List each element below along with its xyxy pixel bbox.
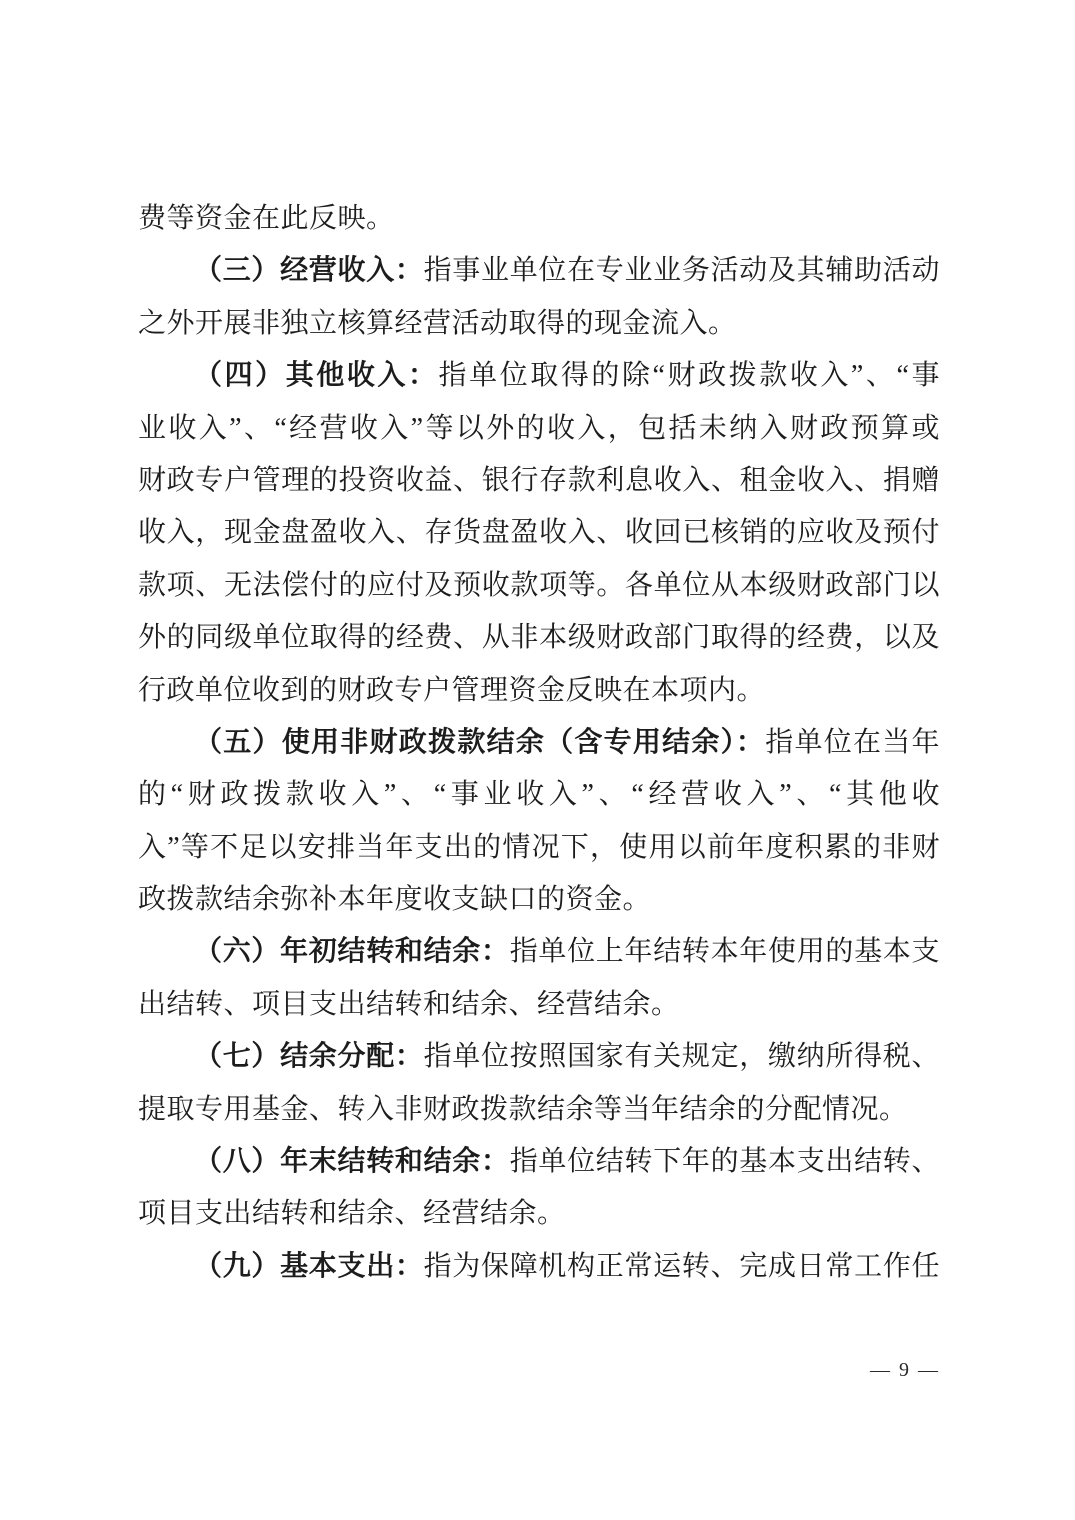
text-line bbox=[138, 874, 940, 926]
body-text: 指单位结转下年的基本支出结转、 bbox=[509, 1146, 940, 1178]
body-text: 款项、无法偿付的应付及预收款项等。各单位从本级财政部门以 bbox=[138, 569, 940, 601]
text-line bbox=[138, 403, 940, 455]
text-line bbox=[138, 455, 940, 507]
item-5-use-of-non-fiscal-appropriation-surplus bbox=[138, 717, 940, 927]
text-line bbox=[138, 769, 940, 821]
text-line bbox=[138, 1188, 940, 1240]
text-line bbox=[138, 298, 940, 350]
item-heading: （四）其他收入： bbox=[194, 360, 439, 392]
text-line bbox=[138, 1084, 940, 1136]
body-text: 指单位上年结转本年使用的基本支 bbox=[509, 936, 940, 968]
text-line bbox=[138, 1136, 940, 1188]
body-text: 指单位按照国家有关规定，缴纳所得税、 bbox=[423, 1041, 940, 1073]
text-line bbox=[138, 822, 940, 874]
text-line bbox=[138, 665, 940, 717]
body-text: 指单位取得的除“财政拨款收入”、“事 bbox=[438, 360, 940, 392]
item-6-beginning-year-carryover bbox=[138, 926, 940, 1031]
item-heading: （八）年末结转和结余： bbox=[194, 1146, 510, 1178]
body-text: 行政单位收到的财政专户管理资金反映在本项内。 bbox=[138, 674, 766, 706]
body-text: 指事业单位在专业业务活动及其辅助活动 bbox=[423, 255, 940, 287]
text-line bbox=[138, 507, 940, 559]
text-line bbox=[138, 560, 940, 612]
text-line bbox=[138, 193, 940, 245]
text-line bbox=[138, 717, 940, 769]
text-line bbox=[138, 979, 940, 1031]
body-text: 出结转、项目支出结转和结余、经营结余。 bbox=[138, 988, 680, 1020]
paragraph-continuation bbox=[138, 193, 940, 245]
text-line bbox=[138, 350, 940, 402]
body-text: 提取专用基金、转入非财政拨款结余等当年结余的分配情况。 bbox=[138, 1093, 908, 1125]
body-text: 项目支出结转和结余、经营结余。 bbox=[138, 1198, 566, 1230]
item-3-operating-income bbox=[138, 245, 940, 350]
body-text: 指单位在当年 bbox=[765, 726, 940, 758]
body-text: 外的同级单位取得的经费、从非本级财政部门取得的经费，以及 bbox=[138, 622, 940, 654]
document-body bbox=[138, 193, 940, 1293]
page-number: — 9 — bbox=[870, 1359, 940, 1381]
item-heading: （九）基本支出： bbox=[194, 1250, 424, 1282]
body-text: 业收入”、“经营收入”等以外的收入，包括未纳入财政预算或 bbox=[138, 412, 940, 444]
item-heading: （五）使用非财政拨款结余（含专用结余）： bbox=[194, 726, 766, 758]
body-text: 费等资金在此反映。 bbox=[138, 203, 395, 234]
body-text: 政拨款结余弥补本年度收支缺口的资金。 bbox=[138, 884, 652, 916]
item-heading: （六）年初结转和结余： bbox=[194, 936, 510, 968]
text-line bbox=[138, 1241, 940, 1293]
item-9-basic-expenditure bbox=[138, 1241, 940, 1293]
item-heading: （三）经营收入： bbox=[194, 255, 424, 287]
item-heading: （七）结余分配： bbox=[194, 1041, 424, 1073]
item-7-surplus-distribution bbox=[138, 1031, 940, 1136]
text-line bbox=[138, 245, 940, 297]
body-text: 之外开展非独立核算经营活动取得的现金流入。 bbox=[138, 307, 737, 339]
body-text: 的“财政拨款收入”、“事业收入”、“经营收入”、“其他收 bbox=[138, 779, 940, 811]
item-8-year-end-carryover bbox=[138, 1136, 940, 1241]
body-text: 指为保障机构正常运转、完成日常工作任 bbox=[423, 1250, 940, 1282]
body-text: 收入，现金盘盈收入、存货盘盈收入、收回已核销的应收及预付 bbox=[138, 517, 940, 549]
item-4-other-income bbox=[138, 350, 940, 717]
body-text: 入”等不足以安排当年支出的情况下，使用以前年度积累的非财 bbox=[138, 831, 940, 863]
text-line bbox=[138, 612, 940, 664]
body-text: 财政专户管理的投资收益、银行存款利息收入、租金收入、捐赠 bbox=[138, 464, 940, 496]
text-line bbox=[138, 926, 940, 978]
text-line bbox=[138, 1031, 940, 1083]
